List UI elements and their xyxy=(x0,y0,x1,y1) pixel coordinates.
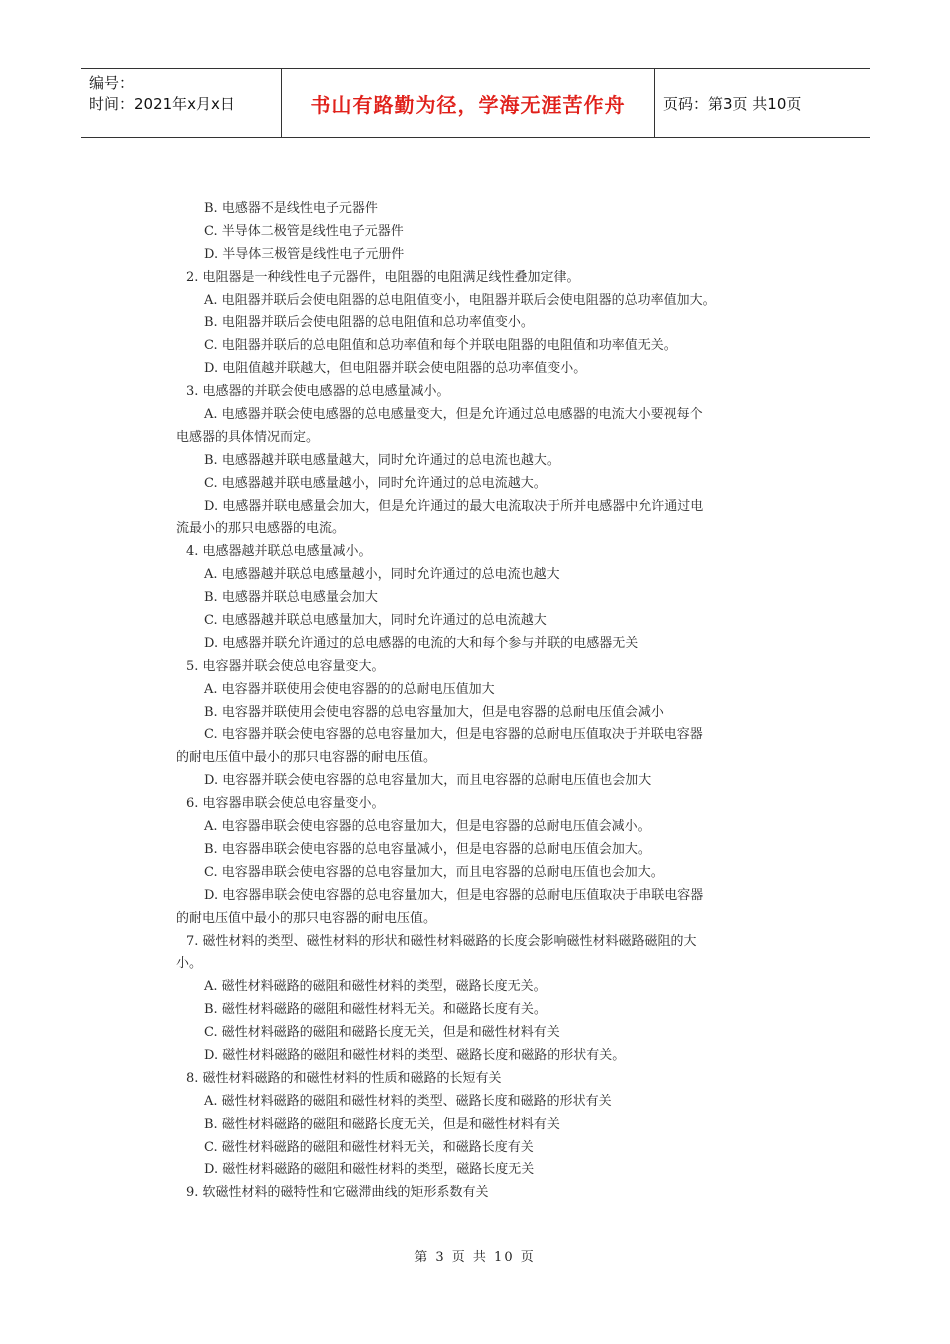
answer-option: B. 电感器并联总电感量会加大 xyxy=(204,590,378,606)
answer-option: A. 电容器并联使用会使电容器的的总耐电压值加大 xyxy=(204,681,495,697)
answer-option: B. 磁性材料磁路的磁阻和磁路长度无关，但是和磁性材料有关 xyxy=(204,1116,560,1132)
answer-option: C. 电感器越并联总电感量加大，同时允许通过的总电流越大 xyxy=(204,613,547,629)
answer-option: B. 电阻器并联后会使电阻器的总电阻值和总功率值变小。 xyxy=(204,315,534,331)
answer-option: C. 电容器并联会使电容器的总电容量加大，但是电容器的总耐电压值取决于并联电容器 xyxy=(204,727,703,743)
answer-option: C. 电容器串联会使电容器的总电容量加大，而且电容器的总耐电压值也会加大。 xyxy=(204,864,664,880)
page-footer: 第 3 页 共 10 页 xyxy=(414,1250,536,1265)
answer-option: C. 电感器越并联电感量越小，同时允许通过的总电流越大。 xyxy=(204,475,547,491)
answer-option: B. 电感器越并联电感量越大，同时允许通过的总电流也越大。 xyxy=(204,452,560,468)
answer-option: A. 磁性材料磁路的磁阻和磁性材料的类型，磁路长度无关。 xyxy=(204,979,547,995)
header-motto: 书山有路勤为径，学海无涯苦作舟 xyxy=(281,69,655,137)
answer-option: B. 电容器串联会使电容器的总电容量减小，但是电容器的总耐电压值会加大。 xyxy=(204,841,651,857)
answer-option: D. 半导体三极管是线性电子元册件 xyxy=(204,246,405,262)
header-meta xyxy=(81,69,281,137)
answer-option: C. 磁性材料磁路的磁阻和磁性材料无关，和磁路长度有关 xyxy=(204,1139,534,1155)
question-text: 7. 磁性材料的类型、磁性材料的形状和磁性材料磁路的长度会影响磁性材料磁路磁阻的大 xyxy=(186,933,697,949)
text-continuation: 的耐电压值中最小的那只电容器的耐电压值。 xyxy=(176,750,437,766)
question-text: 8. 磁性材料磁路的和磁性材料的性质和磁路的长短有关 xyxy=(186,1070,502,1086)
page-header xyxy=(81,68,870,138)
document-number-label: 编号： xyxy=(89,74,135,92)
question-text: 9. 软磁性材料的磁特性和它磁滞曲线的矩形系数有关 xyxy=(186,1185,489,1201)
header-page-info: 页码：第3页 共10页 xyxy=(663,94,802,113)
answer-option: C. 电阻器并联后的总电阻值和总功率值和每个并联电阻器的电阻值和功率值无关。 xyxy=(204,338,677,354)
question-text: 6. 电容器串联会使总电容量变小。 xyxy=(186,796,385,812)
text-continuation: 流最小的那只电感器的电流。 xyxy=(176,521,346,537)
answer-option: A. 电阻器并联后会使电阻器的总电阻值变小，电阻器并联后会使电阻器的总功率值加大。 xyxy=(204,292,716,308)
question-text: 4. 电感器越并联总电感量减小。 xyxy=(186,544,372,560)
question-text: 2. 电阻器是一种线性电子元器件，电阻器的电阻满足线性叠加定律。 xyxy=(186,269,580,285)
answer-option: D. 电感器并联电感量会加大，但是允许通过的最大电流取决于所并电感器中允许通过电 xyxy=(204,498,704,514)
answer-option: D. 电容器串联会使电容器的总电容量加大，但是电容器的总耐电压值取决于串联电容器 xyxy=(204,887,704,903)
answer-option: D. 电阻值越并联越大，但电阻器并联会使电阻器的总功率值变小。 xyxy=(204,361,587,377)
answer-option: B. 磁性材料磁路的磁阻和磁性材料无关。和磁路长度有关。 xyxy=(204,1002,547,1018)
answer-option: D. 磁性材料磁路的磁阻和磁性材料的类型、磁路长度和磁路的形状有关。 xyxy=(204,1047,626,1063)
answer-option: B. 电容器并联使用会使电容器的总电容量加大，但是电容器的总耐电压值会减小 xyxy=(204,704,664,720)
answer-option: A. 电感器并联会使电感器的总电感量变大，但是允许通过总电感器的电流大小要视每个 xyxy=(204,407,703,423)
question-list xyxy=(176,198,776,1205)
answer-option: D. 电感器并联允许通过的总电感器的电流的大和每个参与并联的电感器无关 xyxy=(204,635,639,651)
document-time: 时间：2021年x月x日 xyxy=(89,95,235,113)
answer-option: A. 电感器越并联总电感量越小，同时允许通过的总电流也越大 xyxy=(204,567,560,583)
answer-option: B. 电感器不是线性电子元器件 xyxy=(204,201,378,216)
question-text: 3. 电感器的并联会使电感器的总电感量减小。 xyxy=(186,384,450,400)
answer-option: A. 磁性材料磁路的磁阻和磁性材料的类型、磁路长度和磁路的形状有关 xyxy=(204,1093,612,1109)
answer-option: D. 磁性材料磁路的磁阻和磁性材料的类型，磁路长度无关 xyxy=(204,1162,535,1178)
answer-option: C. 磁性材料磁路的磁阻和磁路长度无关，但是和磁性材料有关 xyxy=(204,1025,560,1041)
text-continuation: 小。 xyxy=(176,956,203,972)
answer-option: D. 电容器并联会使电容器的总电容量加大，而且电容器的总耐电压值也会加大 xyxy=(204,773,652,789)
answer-option: C. 半导体二极管是线性电子元器件 xyxy=(204,223,404,239)
question-text: 5. 电容器并联会使总电容量变大。 xyxy=(186,658,385,674)
answer-option: A. 电容器串联会使电容器的总电容量加大，但是电容器的总耐电压值会减小。 xyxy=(204,819,651,835)
text-continuation: 电感器的具体情况而定。 xyxy=(176,429,320,445)
text-continuation: 的耐电压值中最小的那只电容器的耐电压值。 xyxy=(176,910,437,926)
